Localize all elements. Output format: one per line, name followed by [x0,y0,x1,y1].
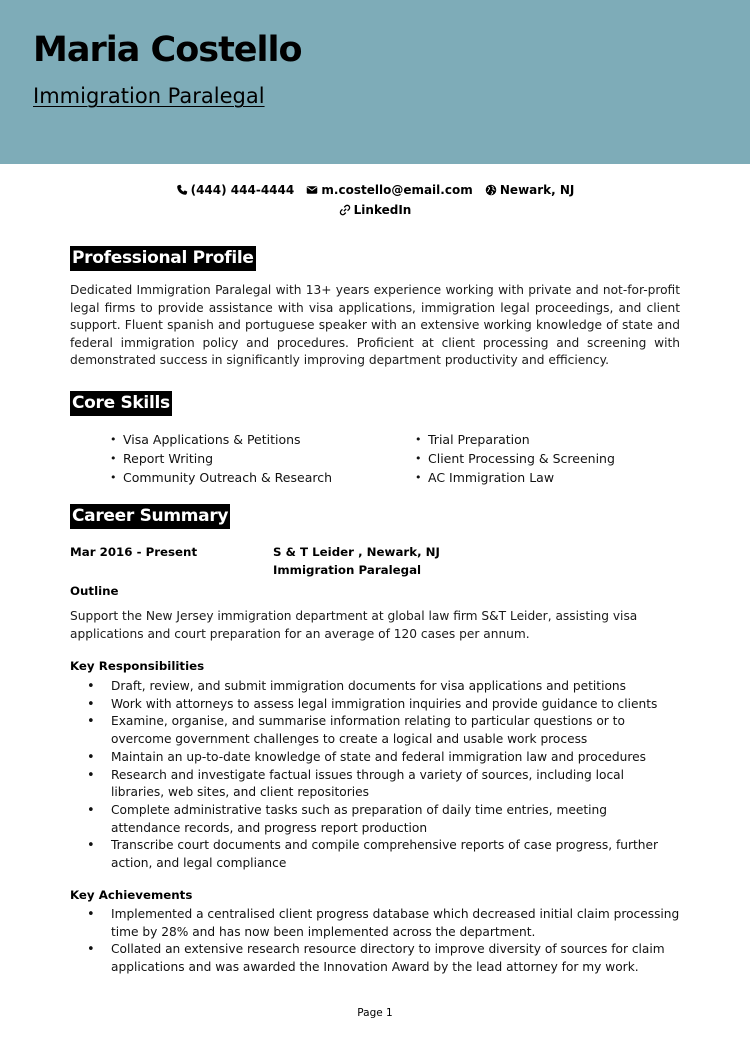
skill-item: • Visa Applications & Petitions [110,430,332,449]
email-text: m.costello@email.com [321,183,473,197]
skill-item: • Report Writing [110,449,332,468]
candidate-role: Immigration Paralegal [33,84,265,108]
job-dates: Mar 2016 - Present [70,545,198,559]
header-band [0,0,750,164]
achievements-list [70,906,680,977]
list-item: • Draft, review, and submit immigration documents for visa applications and petitions [70,678,680,696]
skill-item: • Community Outreach & Research [110,468,332,487]
profile-text: Dedicated Immigration Paralegal with 13+ years experience working with private and not-for-profit legal firms to provide assistance with visa applications, immigration legal proceedings, and client support. Fluent spanish and portuguese speaker with an extensive working knowledge of state and federal immigration policy and procedures. Proficient at client processing and screening with demonstrated success in significantly improving department productivity and efficiency. [70,283,680,368]
skill-item: • Client Processing & Screening [415,449,615,468]
contact-email[interactable] [306,183,472,197]
contact-linkedin[interactable] [339,203,412,217]
phone-text: (444) 444-4444 [190,183,295,197]
contact-row [0,183,750,199]
skills-heading: Core Skills [70,391,172,416]
contact-location [485,183,575,197]
job-position: Immigration Paralegal [273,563,422,577]
location-text: Newark, NJ [499,183,575,197]
career-heading: Career Summary [70,504,230,529]
list-item: • Transcribe court documents and compile comprehensive reports of case progress, further action, and legal compliance [70,837,680,872]
skills-column-left [110,430,332,487]
list-item: • Examine, organise, and summarise information relating to particular questions or to overcome government challenges to create a logical and usable work process [70,713,680,748]
list-item: • Implemented a centralised client progress database which decreased initial claim processing time by 28% and has now been implemented across the department. [70,906,680,941]
link-icon [339,204,351,216]
skill-item: • Trial Preparation [415,430,615,449]
responsibilities-heading: Key Responsibilities [70,659,205,673]
page-number: Page 1 [357,1007,393,1019]
profile-heading: Professional Profile [70,246,256,271]
envelope-icon [306,184,318,196]
outline-text: Support the New Jersey immigration department at global law firm S&T Leider, assisting visa applications and court preparation for an average of 120 cases per annum. [70,609,638,641]
list-item: • Research and investigate factual issues through a variety of sources, including local libraries, web sites, and client repositories [70,767,680,802]
candidate-name: Maria Costello [33,30,302,70]
linkedin-text: LinkedIn [353,203,412,217]
responsibilities-list [70,678,680,873]
list-item: • Complete administrative tasks such as preparation of daily time entries, meeting attendance records, and progress report production [70,802,680,837]
skills-column-right [415,430,615,487]
outline-heading: Outline [70,584,119,598]
globe-icon [485,184,497,196]
list-item: • Collated an extensive research resource directory to improve diversity of sources for claim applications and was awarded the Innovation Award by the lead attorney for my work. [70,941,680,976]
contact-row-2 [0,203,750,219]
achievements-heading: Key Achievements [70,888,193,902]
phone-icon [176,184,188,196]
job-company: S & T Leider , Newark, NJ [273,545,440,559]
contact-phone[interactable] [176,183,295,197]
list-item: • Maintain an up-to-date knowledge of state and federal immigration law and procedures [70,749,680,767]
list-item: • Work with attorneys to assess legal immigration inquiries and provide guidance to clients [70,696,680,714]
skill-item: • AC Immigration Law [415,468,615,487]
